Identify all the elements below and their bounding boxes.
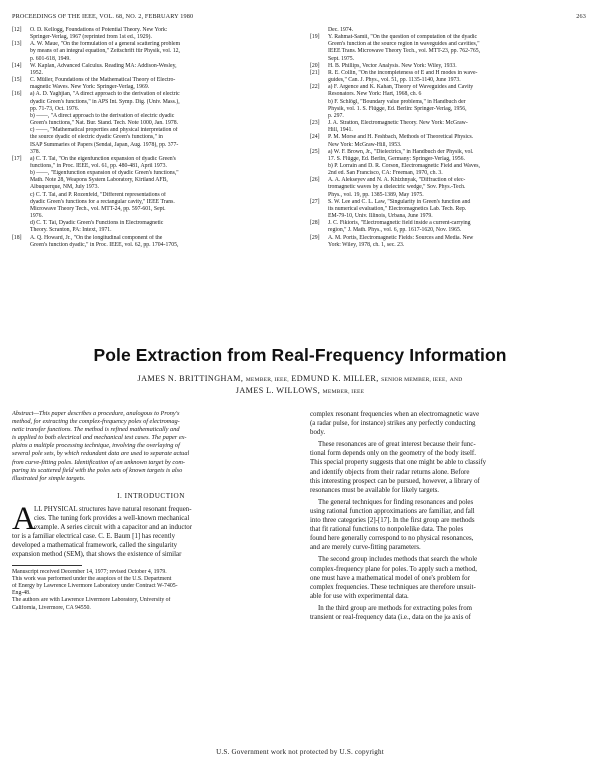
reference-text [328, 120, 588, 134]
footnote [12, 569, 290, 612]
paragraph-line: able for use with experimental data. [310, 592, 409, 600]
intro-line: cies. The tuning fork provides a well-known mechanical [34, 515, 190, 523]
reference-number: [21] [310, 69, 320, 76]
reference-line: dyadic Green's functions for a rectangular cavity," IEEE Trans. [30, 198, 175, 205]
reference-entry [12, 77, 290, 91]
reference-line: Green's function at the source region in waveguides and cavities," [328, 41, 480, 48]
reference-line: Resonators. New York: Hart, 1968, ch. 6 [328, 91, 422, 98]
reference-line: Hill, 1941. [328, 127, 353, 134]
reference-entry [310, 199, 588, 220]
intro-line: example. A series circuit with a capacitor and an inductor [34, 524, 193, 532]
reference-number: [13] [12, 41, 22, 48]
reference-line: Green's function dyadic," in Proc. IEEE, vol. 62, pp. 1704-1705, [30, 241, 179, 248]
paragraph-line: this interesting prospect can be pursued, however, a library of [310, 477, 480, 485]
paragraph-line: The second group includes methods that search the whole [318, 556, 478, 564]
footnote-line: Manuscript received December 14, 1977; revised October 4, 1979. [12, 568, 167, 575]
author-conjunction: AND [449, 377, 463, 383]
paragraph-line: complex-frequency plane for poles. To apply such a method, [310, 565, 478, 573]
reference-line: New York: McGraw-Hill, 1953. [328, 141, 402, 148]
intro-line: tor is a familiar electrical case. C. E. Baum [1] has recently [12, 533, 176, 541]
paper-title: Pole Extraction from Real-Frequency Information [93, 345, 507, 365]
reference-number: [27] [310, 198, 320, 205]
reference-entry [310, 149, 588, 178]
reference-line: EM-79-10, Univ. Illinois, Urbana, June 1979. [328, 213, 433, 220]
paragraph-line: using rational function approximations are familiar, and fall [310, 507, 475, 515]
references-right-column [310, 27, 588, 249]
reference-line: C. Müller, Foundations of the Mathematical Theory of Electro- [30, 77, 176, 84]
reference-number: [24] [310, 134, 320, 141]
reference-number: [15] [12, 77, 22, 84]
paragraph-line: In the third group are methods for extracting poles from [318, 604, 473, 612]
reference-line: b) ——, "Eigenfunction expansion of dyadic Green's functions," [30, 170, 179, 177]
paragraph-line: This special property suggests that one might be able to classify [310, 459, 487, 467]
body-paragraph [310, 555, 588, 600]
reference-text [328, 220, 588, 234]
reference-line: a) A. D. Yaghjian, "A direct approach to the derivation of electric [30, 91, 180, 98]
reference-number [310, 27, 328, 34]
reference-line: A. A. Alekseyev and N. A. Khizhnyak, "Diffraction of elec- [328, 177, 466, 184]
reference-line: A. W. Maue, "On the formulation of a general scattering problem [30, 41, 181, 48]
reference-text [328, 235, 588, 249]
reference-line: a) W. F. Brown, Jr., "Dielectrics," in Handbuch der Physik, vol. [328, 148, 474, 155]
abstract-line: is applied to both electrical and mechanical test cases. The paper ex- [12, 434, 187, 442]
abstract-line: illustrated for simple targets. [12, 474, 86, 482]
reference-text [328, 27, 588, 34]
reference-line: S. W. Lee and C. L. Law, "Singularity in Green's function and [328, 198, 471, 205]
drop-cap: A [12, 500, 36, 537]
reference-entry [310, 70, 588, 84]
reference-line: Y. Rahmat-Samii, "On the question of computation of the dyadic [328, 34, 478, 41]
reference-entry [310, 27, 588, 34]
footnote-line: The authors are with Lawrence Livermore Laboratory, University of [12, 597, 171, 604]
body-paragraph [310, 440, 588, 495]
reference-line: by means of an integral equation," Zeitschrift für Physik, vol. 12, [30, 48, 180, 55]
reference-line: p. 601-618, 1949. [30, 55, 71, 62]
reference-line: 378. [30, 148, 41, 155]
reference-text [30, 41, 290, 62]
reference-line: O. D. Kellogg, Foundations of Potential Theory. New York: [30, 27, 168, 33]
reference-line: Green's functions," Nat. Bur. Stand. Tech. Note 1000, Jan. 1978. [30, 120, 179, 127]
paragraph-line: and are merely curve-fitting parameters. [310, 544, 421, 552]
reference-number: [25] [310, 148, 320, 155]
paragraph-line: tional form depends only on the geometry of the body itself. [310, 450, 476, 458]
reference-line: Dec. 1974. [328, 27, 354, 33]
reference-entry [310, 235, 588, 249]
body-paragraph [310, 604, 588, 622]
author-role: MEMBER, IEEE [322, 389, 365, 395]
reference-line: Phys., vol. 19, pp. 1385-1389, May 1975. [328, 191, 424, 198]
reference-entry [12, 156, 290, 235]
reference-text [328, 149, 588, 178]
reference-number: [29] [310, 234, 320, 241]
reference-line: 17. S. Flügge, Ed. Berlin, Germany: Springer-Verlag, 1956. [328, 155, 465, 162]
authors-line-1 [0, 374, 600, 383]
footnote-line: Eng-48. [12, 590, 31, 597]
reference-text [30, 27, 290, 41]
paragraph-line: complex resonant frequencies when an electromagnetic wave [310, 411, 480, 418]
paragraph-line: found here generally correspond to no physical resonances, [310, 535, 474, 543]
paragraph-line: and identify objects from their radar returns alone. Before [310, 468, 470, 476]
author-role: MEMBER, IEEE, [245, 377, 289, 383]
reference-line: R. E. Collin, "On the incompleteness of E and H modes in wave- [328, 69, 478, 76]
reference-line: functions," in Proc. IEEE, vol. 61, pp. 480-481, April 1973. [30, 162, 167, 169]
body-right-column [310, 410, 588, 623]
section-heading: I. INTRODUCTION [117, 491, 185, 500]
references-left-column [12, 27, 290, 249]
reference-line: c) ——, "Mathematical properties and physical interpretation of [30, 127, 178, 134]
intro-paragraph [12, 500, 290, 560]
reference-line: J. A. Stratton, Electromagnetic Theory. New York: McGraw- [328, 120, 468, 127]
reference-number: [19] [310, 34, 320, 41]
reference-entry [12, 27, 290, 41]
reference-line: W. Kaplan, Advanced Calculus. Reading MA: Addison-Wesley, [30, 62, 177, 69]
reference-entry [310, 34, 588, 63]
reference-line: J. C. Fikioris, "Electromagnetic field inside a current-carrying [328, 220, 471, 227]
reference-entry [12, 235, 290, 249]
reference-number: [18] [12, 234, 22, 241]
reference-text [328, 199, 588, 220]
paragraph-line: body. [310, 429, 326, 437]
reference-text [30, 63, 290, 77]
page-number: 263 [576, 13, 586, 20]
paragraph-line: These resonances are of great interest because their func- [318, 441, 476, 449]
reference-line: Math. Note 28, Weapons System Laboratory, Kirtland AFB, [30, 177, 168, 184]
reference-number: [23] [310, 120, 320, 127]
reference-line: Physik, vol. 1. S. Flügge, Ed. Berlin: Springer-Verlag, 1956, [328, 105, 467, 112]
reference-line: a) F. Argence and K. Kahan, Theory of Waveguides and Cavity [328, 84, 474, 91]
reference-line: b) P. Lorrain and D. R. Corson, Electromagnetic Field and Waves, [328, 162, 480, 169]
reference-text [30, 235, 290, 249]
abstract-line: from curve-fitting poles. Identification of an unknown target by com- [12, 458, 186, 466]
reference-text [30, 91, 290, 155]
author-name: EDMUND K. MILLER, [291, 374, 379, 383]
reference-line: 2nd ed. San Francisco, CA: Freeman, 1970, ch. 3. [328, 170, 443, 177]
authors-line-2 [0, 386, 600, 395]
reference-line: magnetic Waves. New York: Springer-Verlag, 1969. [30, 84, 150, 91]
author-name: JAMES N. BRITTINGHAM, [137, 374, 244, 383]
abstract-line: method, for extracting the complex-frequency poles of electromag- [12, 418, 180, 426]
reference-line: Microwave Theory Tech., vol. MTT-24, pp. 597-601, Sept. [30, 205, 166, 212]
abstract-line: Abstract—This paper describes a procedure, analogous to Prony's [12, 410, 180, 417]
intro-line: developed a mathematical framework, called the singularity [12, 542, 178, 550]
paragraph-line: complex frequencies. These techniques are therefore unsuit- [310, 583, 476, 591]
author-name: JAMES L. WILLOWS, [235, 386, 321, 395]
reference-line: Sept. 1975. [328, 55, 355, 62]
reference-entry [12, 63, 290, 77]
reference-number: [14] [12, 62, 22, 69]
reference-line: 1976. [30, 213, 43, 220]
reference-number: [28] [310, 220, 320, 227]
reference-line: b) F. Schlögl, "Boundary value problems," in Handbuch der [328, 98, 466, 105]
author-role: SENIOR MEMBER, IEEE, [381, 377, 448, 383]
paragraph-line: transient or real-frequency data (i.e., data on the jω axis of [310, 613, 471, 621]
footnote-line: California, Livermore, CA 94550. [12, 604, 91, 611]
reference-line: A. M. Portis, Electromagnetic Fields: Sources and Media. New [328, 234, 474, 241]
reference-text [328, 134, 588, 148]
body-paragraph [310, 410, 588, 437]
abstract-line: several pole sets, by which redundant data are used to separate actual [12, 450, 190, 458]
reference-line: 1952. [30, 69, 43, 76]
reference-line: IEEE Trans. Microwave Theory Tech., vol. MTT-23, pp. 762-765, [328, 48, 481, 55]
reference-line: Theory. Scranton, PA: Intext, 1971. [30, 227, 112, 234]
paragraph-line: one must have a mathematical model of one's problem for [310, 574, 470, 582]
reference-entry [310, 120, 588, 134]
reference-number: [12] [12, 27, 22, 33]
reference-line: pp. 71-73, Oct. 1976. [30, 105, 80, 112]
reference-text [328, 34, 588, 63]
footnote-rule [12, 565, 82, 566]
paragraph-line: resonances must be available for likely targets. [310, 486, 440, 494]
paragraph-line: (a radar pulse, for instance) strikes any perfectly conducting [310, 420, 476, 428]
reference-text [30, 156, 290, 235]
reference-line: York: Wiley, 1978, ch. 1, sec. 23. [328, 241, 405, 248]
journal-header: PROCEEDINGS OF THE IEEE, VOL. 68, NO. 2, FEBRUARY 1980 [12, 13, 194, 20]
reference-line: the source dyadic of electric dyadic Green's functions," in [30, 134, 163, 141]
abstract-line: paring its scattered field with the poles sets of known targets is also [12, 466, 183, 474]
reference-line: c) C. T. Tai, and P. Rozenfeld, "Different representations of [30, 191, 166, 198]
reference-entry [12, 41, 290, 62]
reference-entry [310, 177, 588, 198]
reference-entry [310, 84, 588, 120]
reference-line: guides," Can. J. Phys., vol. 51, pp. 1135-1140, June 1973. [328, 77, 461, 84]
reference-line: its numerical evaluation," Electromagnetics Lab. Tech. Rep. [328, 205, 467, 212]
reference-line: tromagnetic waves by a dielectric wedge," Sov. Phys.-Tech. [328, 184, 466, 191]
footnote-line: of Energy by Lawrence Livermore Laboratory under Contract W-7405- [12, 582, 178, 589]
copyright-footer: U.S. Government work not protected by U.S. copyright [216, 748, 384, 756]
reference-line: b) ——, "A direct approach to the derivation of electric dyadic [30, 112, 175, 119]
reference-number: [16] [12, 91, 22, 98]
abstract [12, 410, 290, 483]
footnote-line: This work was performed under the auspices of the U.S. Department [12, 575, 172, 582]
reference-line: A. Q. Howard, Jr., "On the longitudinal component of the [30, 234, 163, 241]
reference-line: Springer-Verlag, 1967 (reprinted from 1st ed., 1929). [30, 34, 152, 41]
reference-entry [12, 91, 290, 155]
reference-line: p. 297. [328, 112, 344, 119]
paragraph-line: that fit rational functions to nonpolelike data. The poles [310, 526, 464, 534]
reference-entry [310, 220, 588, 234]
abstract-line: netic transfer functions. The method is refined mathematically and [12, 426, 180, 434]
reference-line: H. B. Phillips, Vector Analysis. New York: Wiley, 1933. [328, 62, 457, 69]
reference-number: [26] [310, 177, 320, 184]
body-left-column [12, 410, 290, 612]
paragraph-line: into three categories [2]-[17]. In the first group are methods [310, 517, 475, 525]
reference-entry [310, 134, 588, 148]
reference-text [328, 84, 588, 120]
reference-text [328, 177, 588, 198]
reference-line: region," J. Math. Phys., vol. 6, pp. 1617-1620, Nov. 1965. [328, 227, 462, 234]
page-header [12, 13, 588, 25]
intro-line: expansion method (SEM), that shows the existence of similar [12, 551, 182, 559]
abstract-line: plains a multiple processing technique, involving the overlaying of [12, 442, 180, 450]
reference-line: P. M. Morse and H. Feshbach, Methods of Theoretical Physics. [328, 134, 474, 141]
reference-line: Albuquerque, NM, July 1973. [30, 184, 99, 191]
reference-text [30, 77, 290, 91]
reference-line: ISAP Summaries of Papers (Sendai, Japan, Aug. 1978), pp. 377- [30, 141, 179, 148]
reference-entry [310, 63, 588, 70]
reference-text [328, 63, 588, 70]
body-paragraph [310, 498, 588, 553]
reference-line: a) C. T. Tai, "On the eigenfunction expansion of dyadic Green's [30, 155, 176, 162]
reference-text [328, 70, 588, 84]
reference-line: d) C. T. Tai, Dyadic Green's Functions in Electromagnetic [30, 220, 164, 227]
intro-line: LL PHYSICAL structures have natural resonant frequen- [34, 505, 192, 513]
reference-number: [17] [12, 155, 22, 162]
reference-line: dyadic Green's functions," in APS Int. Symp. Dig. (Univ. Mass.), [30, 98, 180, 105]
reference-number: [20] [310, 62, 320, 69]
paragraph-line: The general techniques for finding resonances and poles [318, 498, 474, 506]
reference-number: [22] [310, 84, 320, 91]
